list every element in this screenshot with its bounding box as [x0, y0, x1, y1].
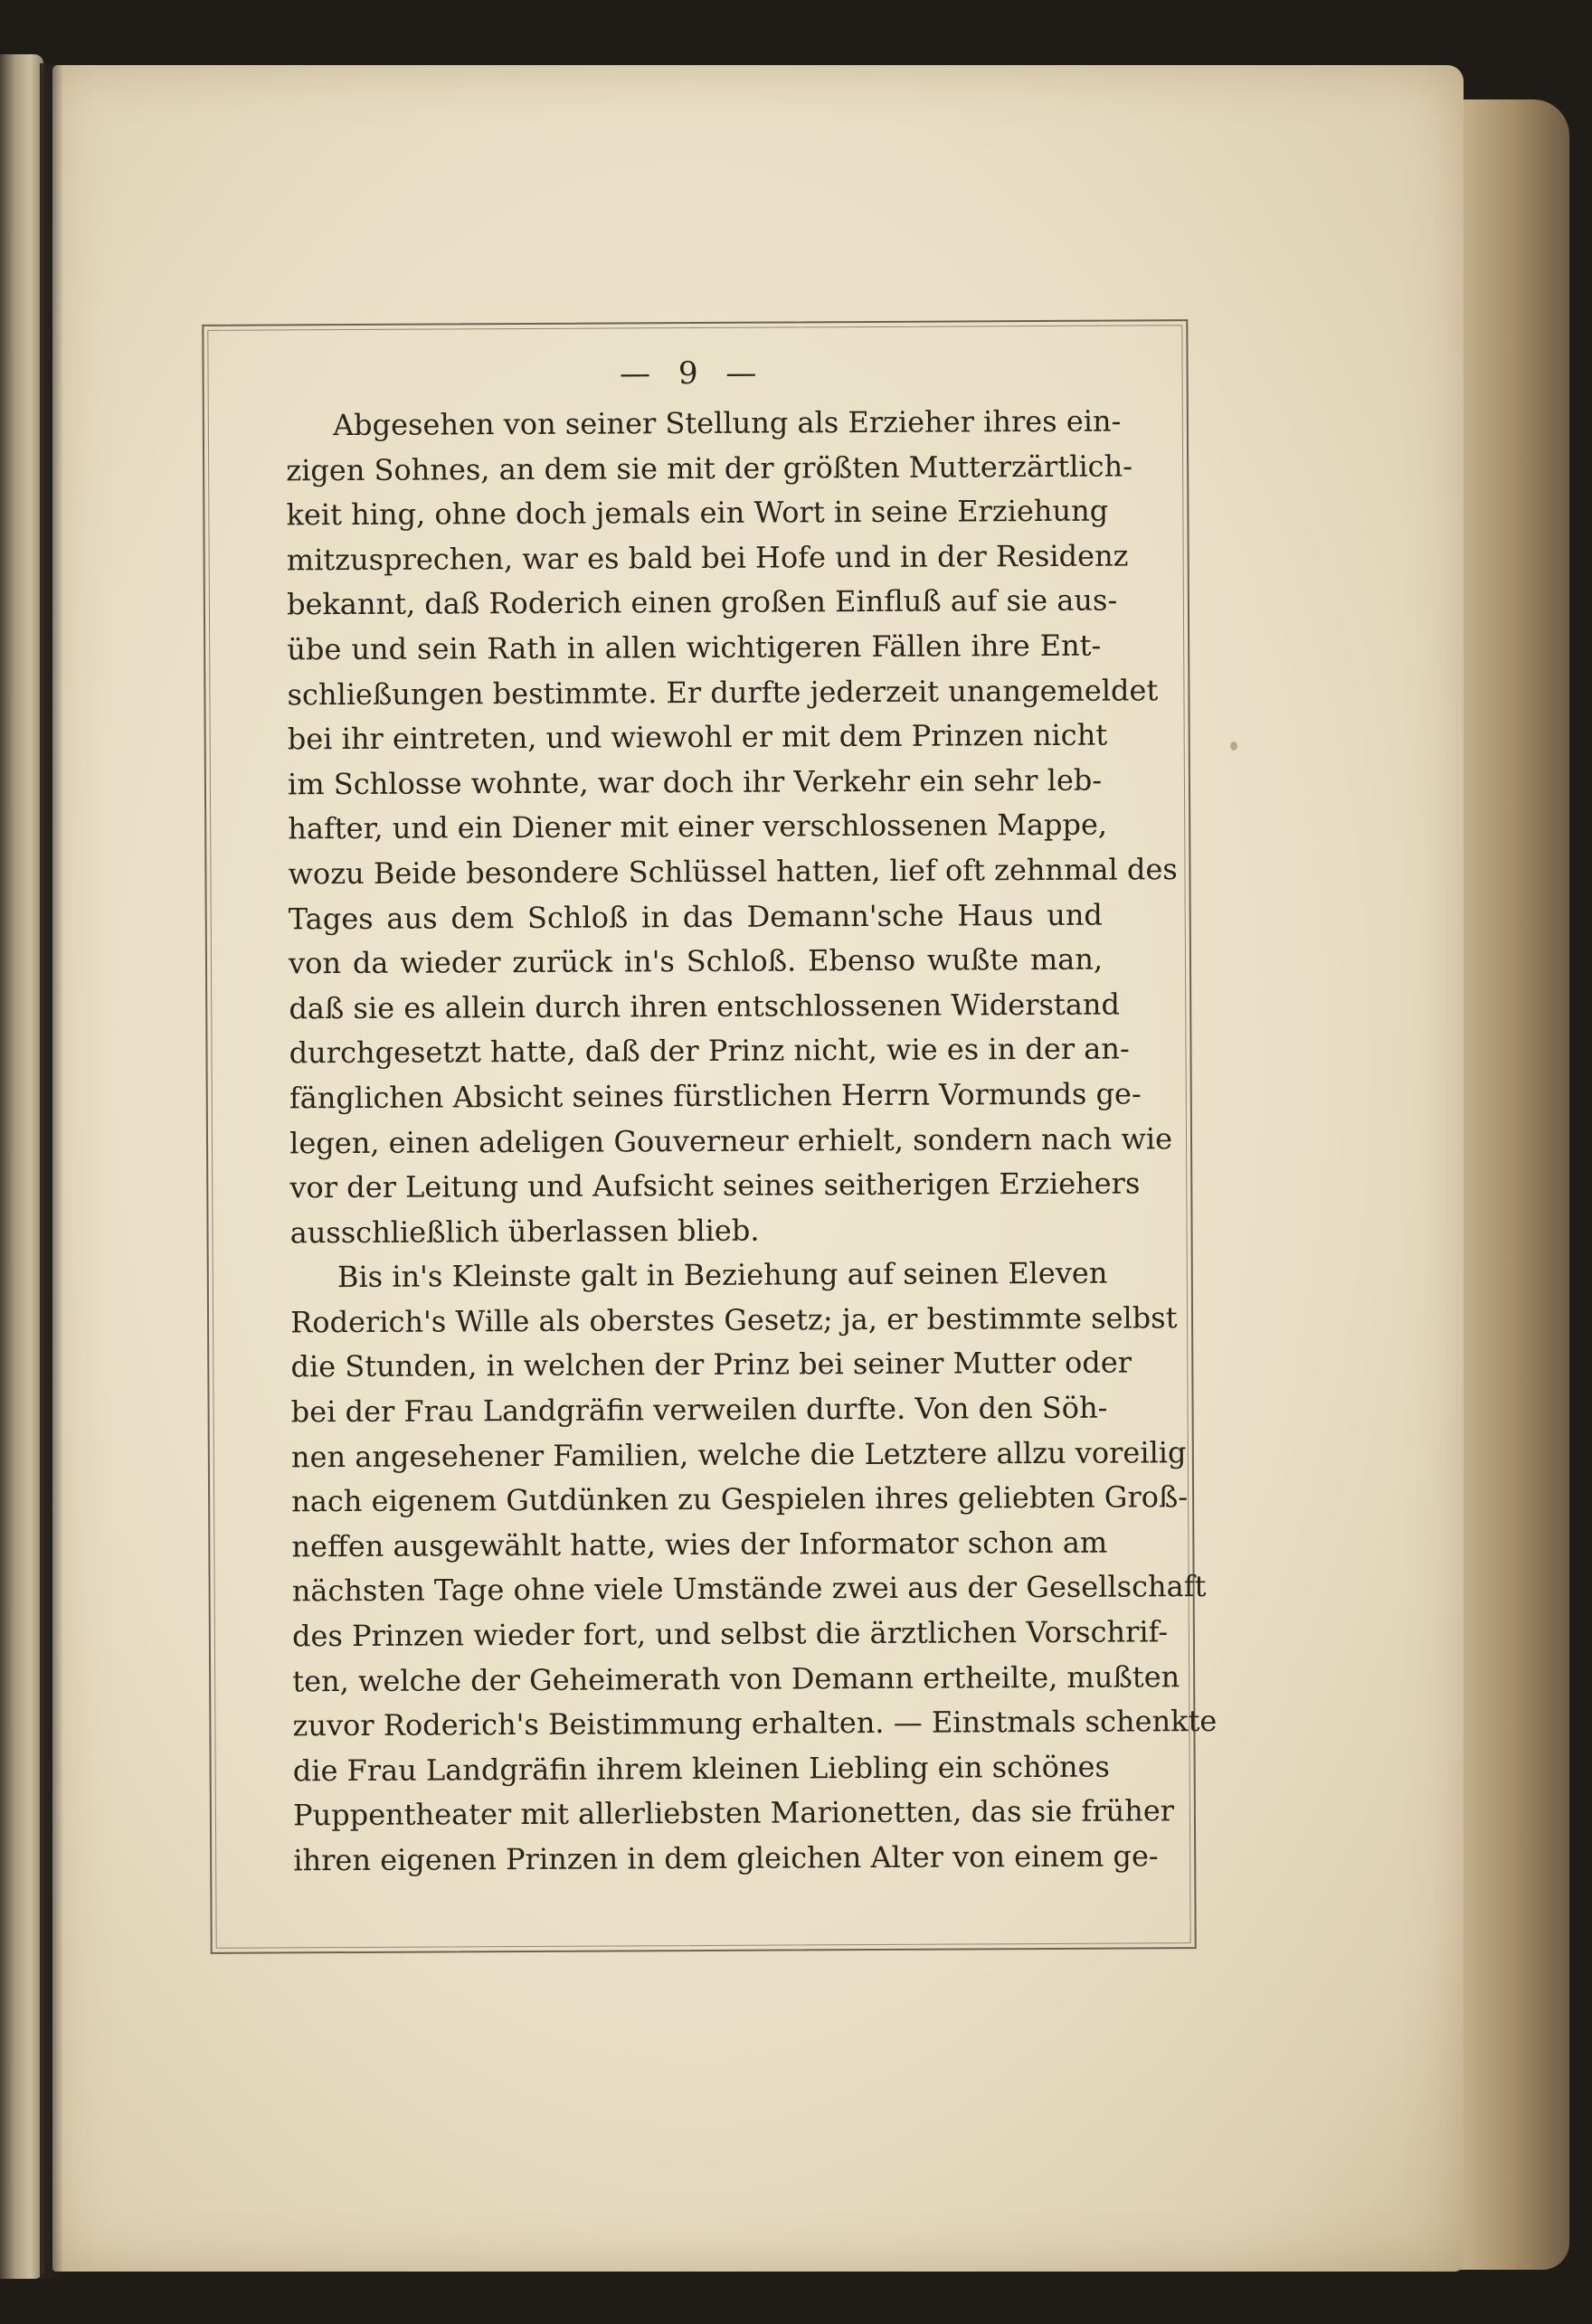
- text-line: von da wieder zurück in's Schloß. Ebenso wußte man,: [289, 941, 1104, 981]
- text-line: neffen ausgewählt hatte, wies der Informator schon am: [291, 1525, 1108, 1564]
- text-line: des Prinzen wieder fort, und selbst die ärztlichen Vorschrif-: [291, 1614, 1169, 1654]
- page-number: — 9 —: [619, 354, 766, 392]
- text-line: wozu Beide besondere Schlüssel hatten, lief oft zehnmal des: [288, 852, 1178, 892]
- text-line: bekannt, daß Roderich einen großen Einfluß auf sie aus-: [286, 582, 1118, 622]
- text-line: zigen Sohnes, an dem sie mit der größten Mutterzärtlich-: [286, 449, 1133, 487]
- text-line: die Frau Landgräfin ihrem kleinen Liebling ein schönes: [292, 1749, 1110, 1789]
- text-line: vor der Leitung und Aufsicht seines seitherigen Erziehers: [289, 1166, 1141, 1205]
- text-line: die Stunden, in welchen der Prinz bei seiner Mutter oder: [290, 1345, 1132, 1384]
- text-line: zuvor Roderich's Beistimmung erhalten. — Einstmals schenkte: [292, 1704, 1218, 1743]
- left-page-edge: [0, 54, 43, 2279]
- spine-shadow: [40, 63, 63, 2279]
- text-line: Tages aus dem Schloß in das Demann'sche Haus und: [288, 897, 1103, 936]
- text-line: übe und sein Rath in allen wichtigeren Fällen ihre Ent-: [287, 628, 1102, 667]
- text-line: nen angesehener Familien, welche die Letztere allzu voreilig: [290, 1434, 1187, 1475]
- text-line: im Schlosse wohnte, war doch ihr Verkehr ein sehr leb-: [287, 762, 1103, 802]
- text-line: durchgesetzt hatte, daß der Prinz nicht, wie es in der an-: [289, 1031, 1130, 1071]
- text-line: Roderich's Wille als oberstes Gesetz; ja, er bestimmte selbst: [290, 1300, 1178, 1340]
- text-line: ten, welche der Geheimerath von Demann ertheilte, mußten: [292, 1658, 1180, 1698]
- text-line: fänglichen Absicht seines fürstlichen Herrn Vormunds ge-: [289, 1076, 1142, 1116]
- text-line: mitzusprechen, war es bald bei Hofe und in der Residenz: [286, 538, 1129, 578]
- text-line: ausschließlich überlassen blieb.: [289, 1213, 760, 1251]
- text-block: [286, 344, 1218, 1884]
- text-line: keit hing, ohne doch jemals ein Wort in seine Erziehung: [286, 493, 1109, 533]
- paragraph-1: [286, 400, 1178, 1256]
- text-line: legen, einen adeligen Gouverneur erhielt, sondern nach wie: [289, 1120, 1173, 1160]
- text-line: nächsten Tage ohne viele Umstände zwei aus der Gesellschaft: [291, 1569, 1207, 1609]
- text-line: Puppentheater mit allerliebsten Marionetten, das sie früher: [292, 1793, 1175, 1833]
- text-line: daß sie es allein durch ihren entschlossenen Widerstand: [289, 987, 1121, 1026]
- text-line: Abgesehen von seiner Stellung als Erzieher ihres ein-: [332, 403, 1122, 443]
- text-line: hafter, und ein Diener mit einer verschlossenen Mappe,: [288, 807, 1108, 846]
- paper-stain: [1230, 742, 1237, 751]
- text-line: bei der Frau Landgräfin verweilen durfte. Von den Söh-: [290, 1390, 1108, 1430]
- text-line: schließungen bestimmte. Er durfte jederzeit unangemeldet: [287, 672, 1159, 712]
- text-line: bei ihr eintreten, und wiewohl er mit dem Prinzen nicht: [287, 717, 1108, 757]
- text-line: ihren eigenen Prinzen in dem gleichen Alter von einem ge-: [293, 1838, 1159, 1878]
- text-line: Bis in's Kleinste galt in Beziehung auf seinen Eleven: [336, 1255, 1108, 1295]
- paragraph-2: [290, 1252, 1218, 1884]
- text-line: nach eigenem Gutdünken zu Gespielen ihres geliebten Groß-: [291, 1479, 1189, 1519]
